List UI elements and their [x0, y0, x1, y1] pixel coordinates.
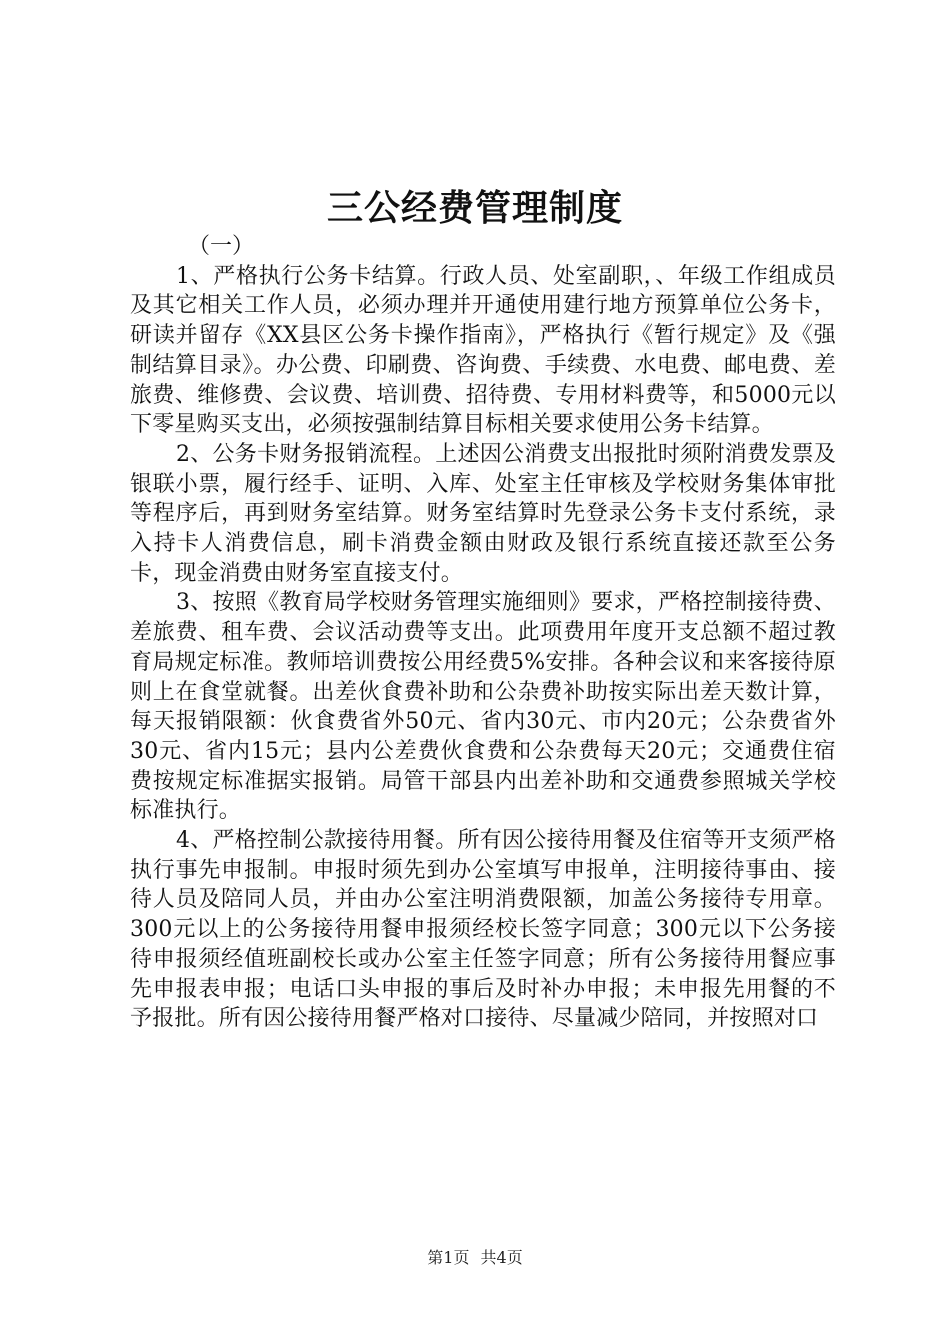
page-number: 第1页	[427, 1248, 470, 1267]
paragraph-2: 2、公务卡财务报销流程。上述因公消费支出报批时须附消费发票及银联小票，履行经手、证明、入库、处室主任审核及学校财务集体审批等程序后，再到财务室结算。财务室结算时先登录公务卡支付系统，录入持卡人消费信息，刷卡消费金额由财政及银行系统直接还款至公务卡，现金消费由财务室直接支付。	[130, 441, 836, 586]
paragraph-1: 1、严格执行公务卡结算。行政人员、处室副职，、年级工作组成员及其它相关工作人员，必须办理并开通使用建行地方预算单位公务卡，研读并留存《XX县区公务卡操作指南》，严格执行《暂行规定》及《强制结算目录》。办公费、印刷费、咨询费、手续费、水电费、邮电费、差旅费、维修费、会议费、培训费、招待费、专用材料费等，和5000元以下零星购买支出，必须按强制结算目标相关要求使用公务卡结算。	[130, 263, 836, 438]
document-title: 三公经费管理制度	[326, 187, 623, 229]
page-total: 共4页	[480, 1248, 523, 1267]
document-body	[130, 232, 836, 1034]
section-label: （一）	[188, 234, 255, 259]
paragraph-4: 4、严格控制公款接待用餐。所有因公接待用餐及住宿等开支须严格执行事先申报制。申报时须先到办公室填写申报单，注明接待事由、接待人员及陪同人员，并由办公室注明消费限额，加盖公务接待专用章。300元以上的公务接待用餐申报须经校长签字同意；300元以下公务接待申报须经值班副校长或办公室主任签字同意；所有公务接待用餐应事先申报表申报；电话口头申报的事后及时补办申报；未申报先用餐的不予报批。所有因公接待用餐严格对口接待、尽量减少陪同，并按照对口	[130, 828, 836, 1032]
paragraph-3: 3、按照《教育局学校财务管理实施细则》要求，严格控制接待费、差旅费、租车费、会议活动费等支出。此项费用年度开支总额不超过教育局规定标准。教师培训费按公用经费5%安排。各种会议和来客接待原则上在食堂就餐。出差伙食费补助和公杂费补助按实际出差天数计算，每天报销限额：伙食费省外50元、省内30元、市内20元；公杂费省外30元、省内15元；县内公差费伙食费和公杂费每天20元；交通费住宿费按规定标准据实报销。局管干部县内出差补助和交通费参照城关学校标准执行。	[130, 590, 836, 824]
page-footer	[0, 1245, 950, 1268]
